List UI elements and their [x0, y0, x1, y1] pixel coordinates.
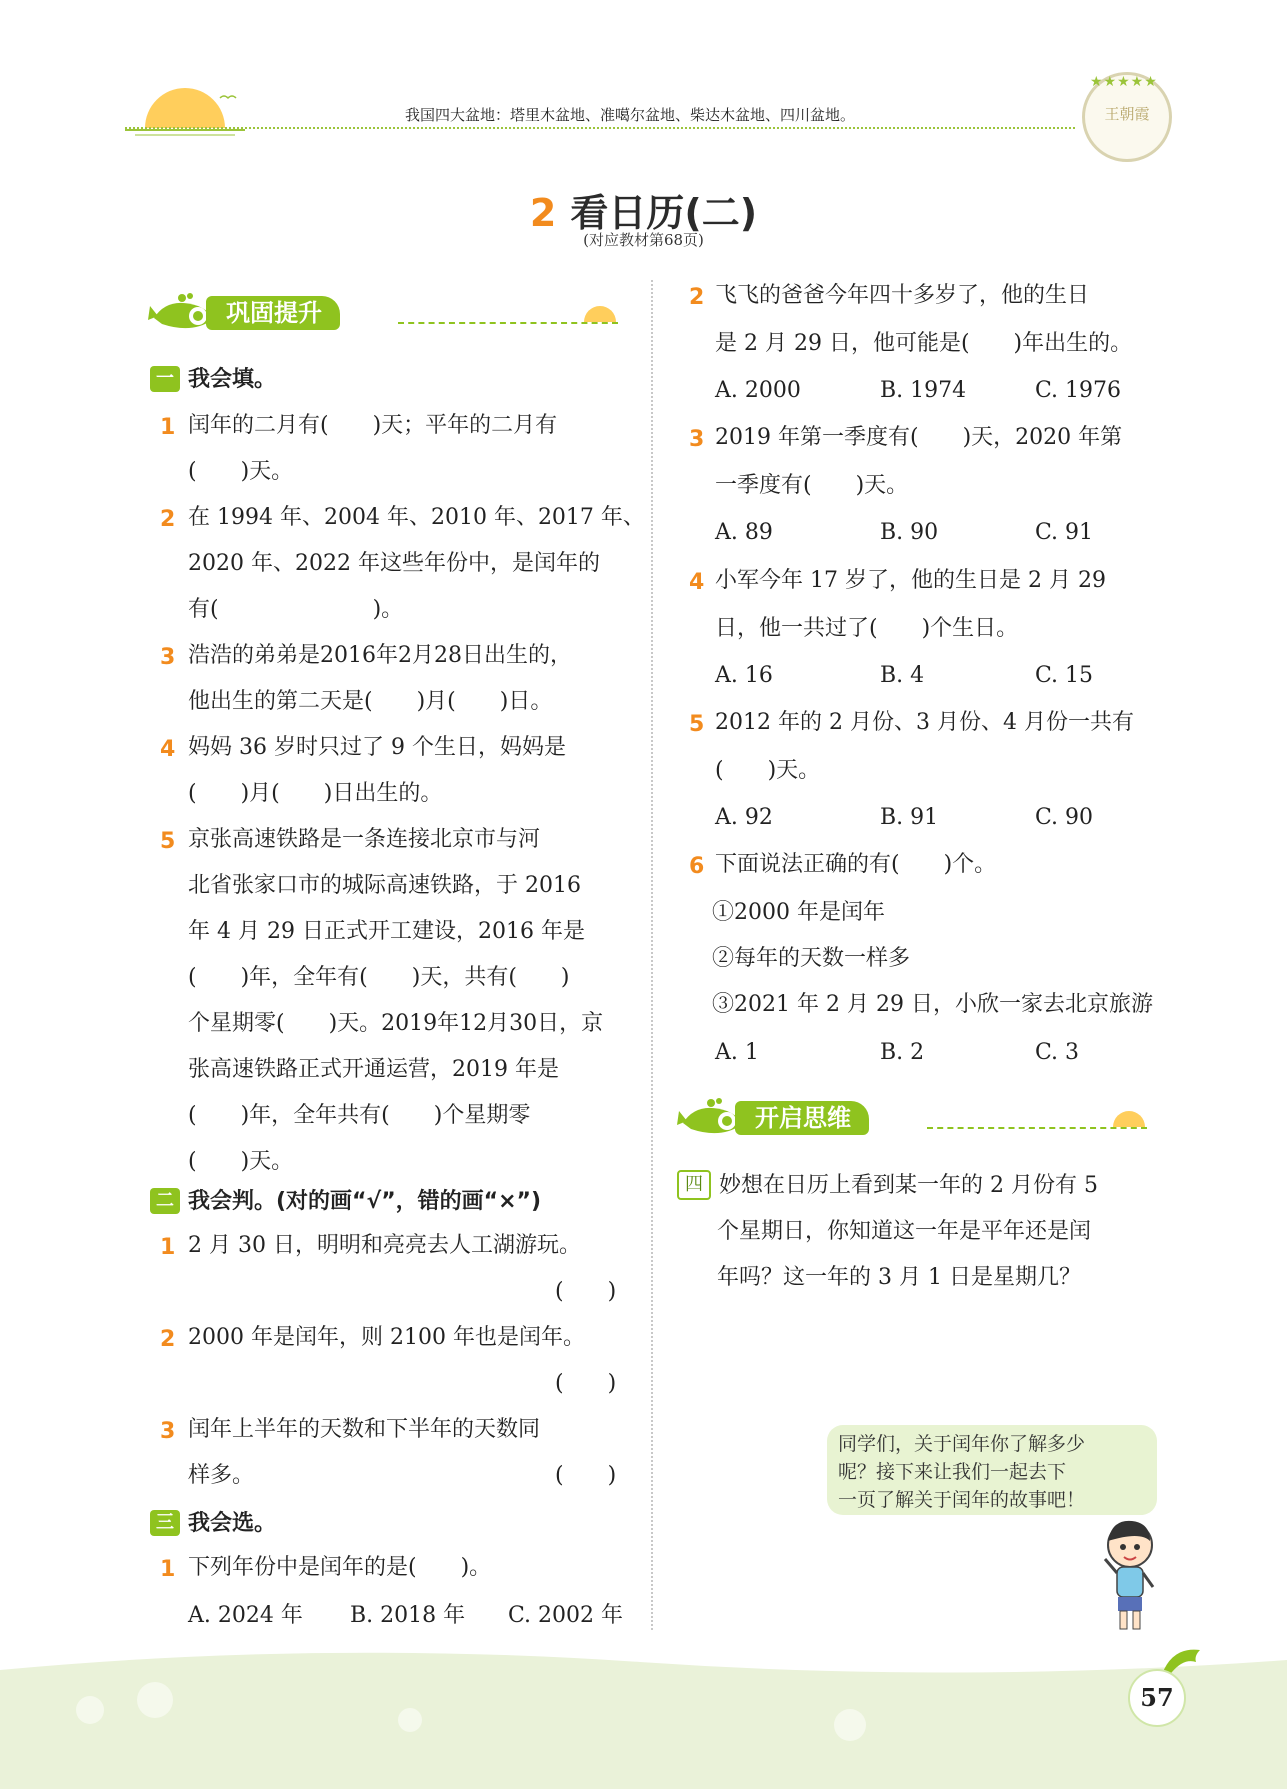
question-number: 3	[160, 1419, 176, 1444]
question-line: 2019 年第一季度有( )天，2020 年第	[715, 425, 1123, 450]
question-line: ( )年，全年共有( )个星期零	[188, 1103, 531, 1128]
banner-label: 巩固提升	[206, 296, 340, 330]
header-divider	[125, 127, 1075, 129]
question-line: 飞飞的爸爸今年四十多岁了，他的生日	[715, 283, 1090, 308]
question-number: 1	[160, 1557, 176, 1582]
question-line: 小军今年 17 岁了，他的生日是 2 月 29	[715, 568, 1106, 593]
sunset-decoration	[125, 78, 245, 138]
boy-character-illustration	[1090, 1515, 1170, 1635]
question-line: 他出生的第二天是( )月( )日。	[188, 689, 553, 714]
question-line: 样多。	[188, 1463, 255, 1488]
section-tag: 二	[150, 1188, 180, 1214]
option-c[interactable]: C. 1976	[1035, 378, 1122, 403]
option-b[interactable]: B. 2	[880, 1040, 925, 1065]
question-number: 1	[160, 1235, 176, 1260]
option-a[interactable]: A. 1	[715, 1040, 759, 1065]
bubble-text: 同学们，关于闰年你了解多少 呢？接下来让我们一起去下 一页了解关于闰年的故事吧！	[838, 1433, 1086, 1511]
column-divider	[651, 280, 653, 1630]
question-line: ( )天。	[715, 758, 821, 783]
option-b[interactable]: B. 1974	[880, 378, 967, 403]
page-number: 57	[1128, 1669, 1186, 1727]
question-line: 是 2 月 29 日，他可能是( )年出生的。	[715, 331, 1133, 356]
question-line: 下列年份中是闰年的是( )。	[188, 1555, 492, 1580]
header-tip: 我国四大盆地：塔里木盆地、准噶尔盆地、柴达木盆地、四川盆地。	[405, 106, 856, 124]
option-a[interactable]: A. 89	[715, 520, 773, 545]
footer-wave-decoration	[0, 1640, 1287, 1789]
section-tag: 三	[150, 1510, 180, 1536]
page-subtitle: (对应教材第68页)	[583, 231, 704, 249]
question-line: 年 4 月 29 日正式开工建设，2016 年是	[188, 919, 585, 944]
question-line: 日，他一共过了( )个生日。	[715, 616, 1019, 641]
question-number: 2	[160, 1327, 176, 1352]
question-number: 3	[689, 427, 705, 452]
section-choose-title	[150, 1509, 276, 1539]
banner-thinking	[677, 1097, 1157, 1141]
banner-consolidate	[148, 292, 628, 336]
section-think-line	[677, 1163, 1098, 1209]
question-line: 个星期零( )天。2019年12月30日，京	[188, 1011, 604, 1036]
question-line: 下面说法正确的有( )个。	[715, 852, 997, 877]
question-line: 闰年的二月有( )天；平年的二月有	[188, 413, 558, 438]
section-heading: 我会填。	[188, 367, 277, 392]
option-c[interactable]: C. 3	[1035, 1040, 1080, 1065]
statement-1: ①2000 年是闰年	[712, 900, 885, 925]
option-c[interactable]: C. 15	[1035, 663, 1094, 688]
question-line: 北省张家口市的城际高速铁路，于 2016	[188, 873, 581, 898]
option-c[interactable]: C. 90	[1035, 805, 1094, 830]
option-a[interactable]: A. 92	[715, 805, 773, 830]
answer-paren[interactable]: ( )	[555, 1279, 617, 1304]
question-line: 妈妈 36 岁时只过了 9 个生日，妈妈是	[188, 735, 566, 760]
logo-text: 王朝霞	[1104, 105, 1150, 123]
question-line: 年吗？这一年的 3 月 1 日是星期几？	[717, 1265, 1081, 1290]
question-number: 5	[160, 829, 176, 854]
section-heading: 我会判。(对的画“√”，错的画“×”)	[188, 1189, 542, 1214]
question-line: 2 月 30 日，明明和亮亮去人工湖游玩。	[188, 1233, 581, 1258]
section-tag: 一	[150, 366, 180, 392]
question-number: 5	[689, 712, 705, 737]
option-c[interactable]: C. 91	[1035, 520, 1094, 545]
question-line: 2012 年的 2 月份、3 月份、4 月份一共有	[715, 710, 1134, 735]
sun-icon	[1107, 1103, 1151, 1131]
question-line: 闰年上半年的天数和下半年的天数同	[188, 1417, 541, 1442]
option-b[interactable]: B. 4	[880, 663, 925, 688]
question-line: 浩浩的弟弟是2016年2月28日出生的，	[188, 643, 572, 668]
option-b[interactable]: B. 90	[880, 520, 939, 545]
question-line: ( )天。	[188, 459, 294, 484]
section-tag: 四	[677, 1170, 711, 1200]
question-number: 3	[160, 645, 176, 670]
option-b[interactable]: B. 2018 年	[350, 1603, 466, 1628]
question-line: 个星期日，你知道这一年是平年还是闰	[717, 1219, 1092, 1244]
whale-icon	[677, 1097, 743, 1141]
section-judge-title	[150, 1187, 541, 1217]
question-number: 4	[689, 570, 705, 595]
question-line: 2000 年是闰年，则 2100 年也是闰年。	[188, 1325, 585, 1350]
question-line: 京张高速铁路是一条连接北京市与河	[188, 827, 541, 852]
sun-icon	[578, 298, 622, 326]
question-line: 妙想在日历上看到某一年的 2 月份有 5	[719, 1173, 1098, 1198]
question-number: 1	[160, 415, 176, 440]
question-line: 2020 年、2022 年这些年份中，是闰年的	[188, 551, 600, 576]
lesson-number: 2	[529, 191, 557, 235]
banner-label: 开启思维	[735, 1101, 869, 1135]
option-a[interactable]: A. 2000	[715, 378, 801, 403]
question-line: 一季度有( )天。	[715, 473, 909, 498]
statement-3: ③2021 年 2 月 29 日，小欣一家去北京旅游	[712, 992, 1153, 1017]
option-a[interactable]: A. 16	[715, 663, 773, 688]
question-number: 2	[689, 285, 705, 310]
statement-2: ②每年的天数一样多	[712, 946, 911, 971]
section-fill-title	[150, 365, 276, 395]
question-line: ( )月( )日出生的。	[188, 781, 443, 806]
question-line: 在 1994 年、2004 年、2010 年、2017 年、	[188, 505, 645, 530]
question-line: 张高速铁路正式开通运营，2019 年是	[188, 1057, 559, 1082]
option-c[interactable]: C. 2002 年	[508, 1603, 624, 1628]
whale-icon	[148, 292, 214, 336]
option-b[interactable]: B. 91	[880, 805, 939, 830]
option-a[interactable]: A. 2024 年	[188, 1603, 303, 1628]
lesson-title: 看日历(二)	[570, 191, 758, 235]
question-number: 2	[160, 507, 176, 532]
answer-paren[interactable]: ( )	[555, 1463, 617, 1488]
answer-paren[interactable]: ( )	[555, 1371, 617, 1396]
question-line: ( )年，全年有( )天，共有( )	[188, 965, 570, 990]
question-number: 6	[689, 854, 705, 879]
question-line: ( )天。	[188, 1149, 294, 1174]
question-line: 有( )。	[188, 597, 404, 622]
section-heading: 我会选。	[188, 1511, 277, 1536]
question-number: 4	[160, 737, 176, 762]
stars-icon: ★★★★★	[1090, 74, 1158, 90]
